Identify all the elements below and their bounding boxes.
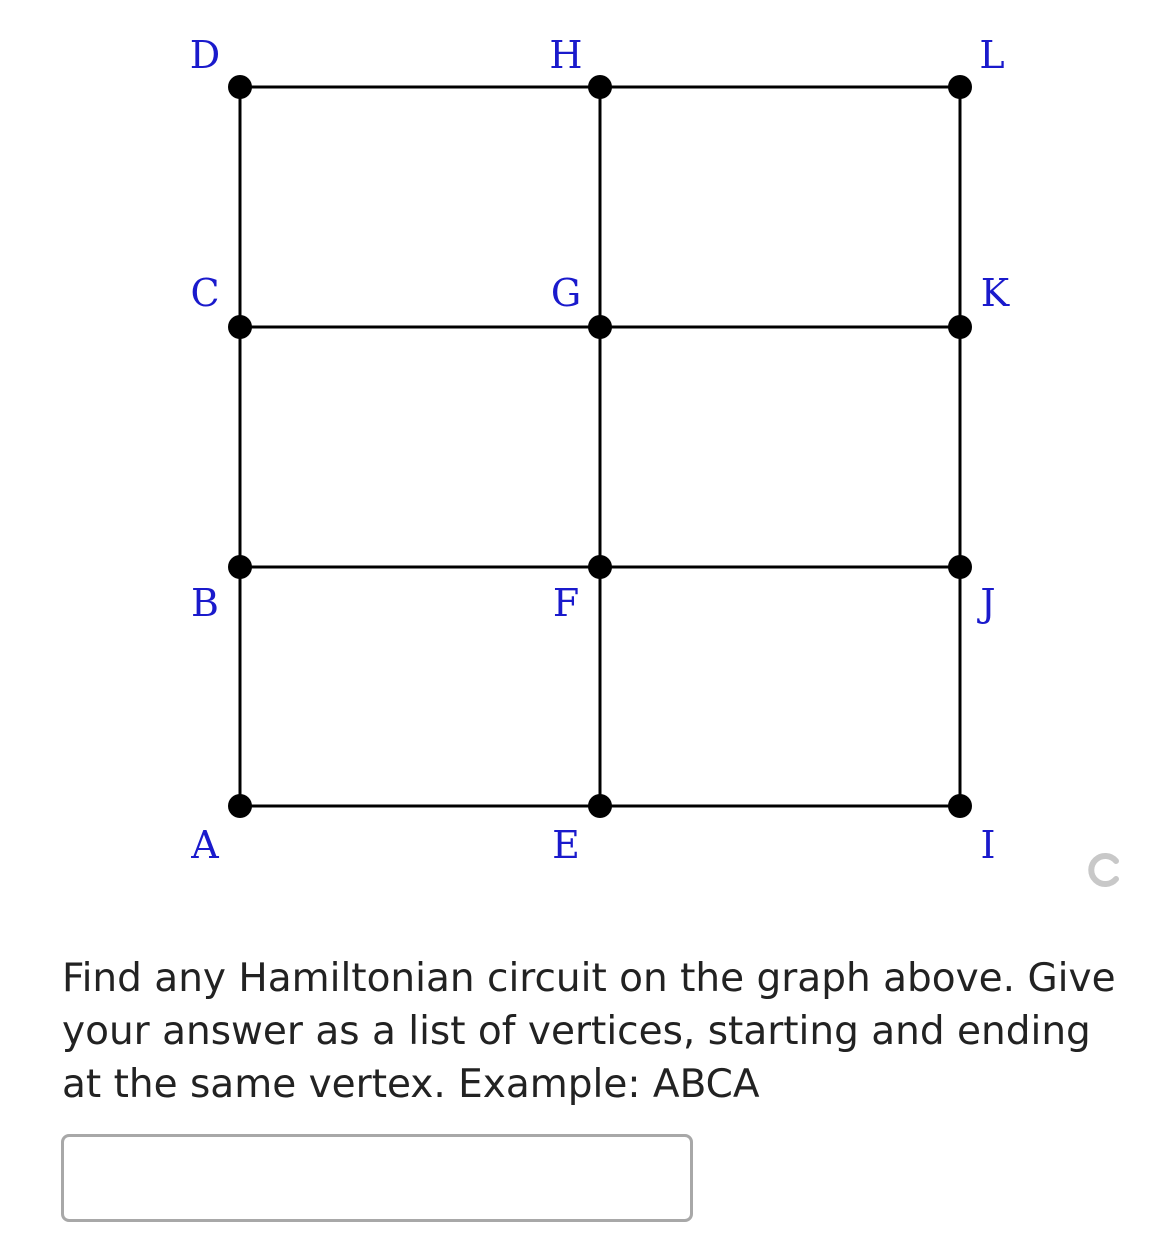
vertex-label-G: G <box>550 271 582 315</box>
vertex-L <box>948 75 972 99</box>
vertex-B <box>228 555 252 579</box>
answer-input[interactable] <box>61 1134 693 1222</box>
graph-edges <box>240 87 960 806</box>
vertex-label-H: H <box>549 33 583 77</box>
vertex-A <box>228 794 252 818</box>
vertex-label-J: J <box>980 581 996 625</box>
vertex-F <box>588 555 612 579</box>
vertex-I <box>948 794 972 818</box>
vertex-label-L: L <box>979 33 1005 77</box>
vertex-label-K: K <box>980 271 1010 315</box>
vertex-C <box>228 315 252 339</box>
vertex-H <box>588 75 612 99</box>
vertex-label-D: D <box>189 33 221 77</box>
vertex-label-I: I <box>980 823 996 867</box>
vertex-label-B: B <box>191 581 219 625</box>
vertex-J <box>948 555 972 579</box>
vertex-K <box>948 315 972 339</box>
question-text: Find any Hamiltonian circuit on the graph above. Give your answer as a list of vertices, starting and ending at the same vertex. Example: ABCA <box>62 956 1116 1107</box>
refresh-icon[interactable] <box>1088 852 1122 888</box>
vertex-label-E: E <box>552 823 580 867</box>
vertex-label-A: A <box>191 823 219 867</box>
vertex-G <box>588 315 612 339</box>
vertex-label-C: C <box>190 271 220 315</box>
vertex-E <box>588 794 612 818</box>
vertex-D <box>228 75 252 99</box>
vertex-label-F: F <box>552 581 580 625</box>
